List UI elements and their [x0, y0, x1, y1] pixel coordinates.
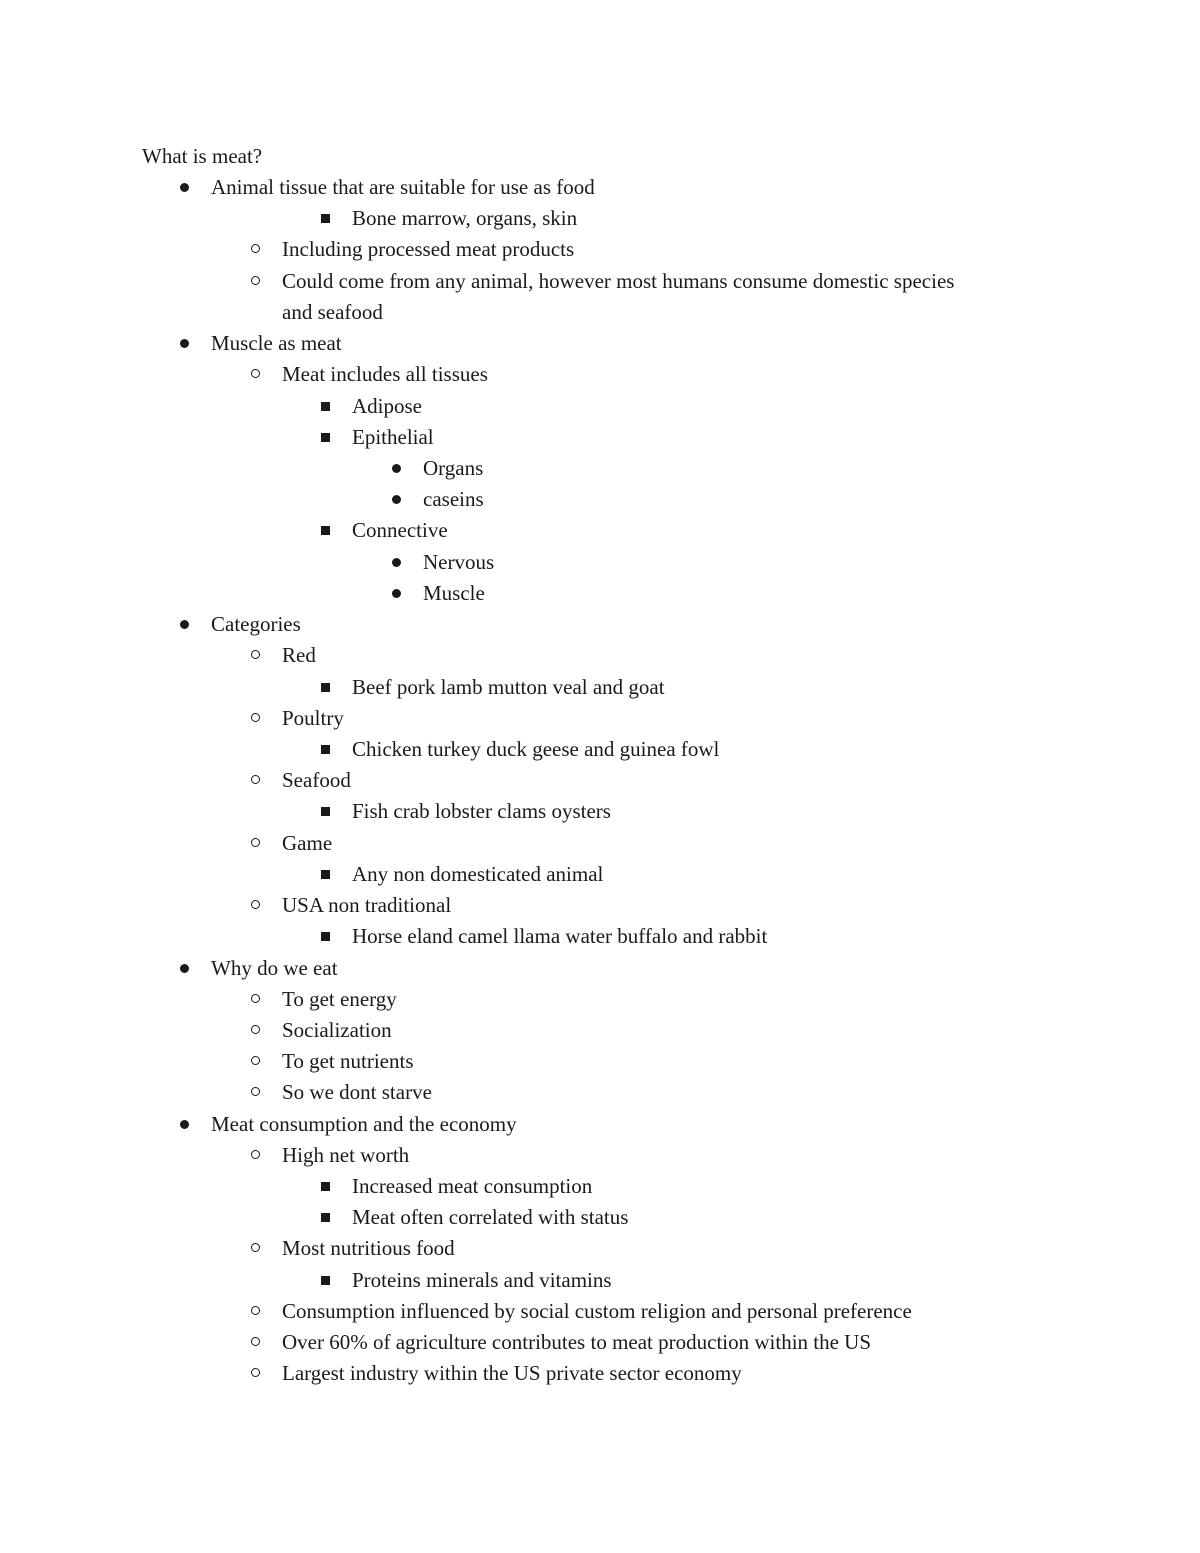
list-item-text: Consumption influenced by social custom religion and personal preference	[282, 1299, 912, 1323]
list-item-text: Increased meat consumption	[352, 1174, 593, 1198]
square-bullet-icon	[321, 745, 330, 754]
hollow-bullet-icon	[251, 1087, 260, 1096]
hollow-bullet-icon	[251, 1056, 260, 1065]
list-item-text: Chicken turkey duck geese and guinea fowl	[352, 737, 720, 761]
list-item-text: Categories	[211, 612, 301, 636]
list-item-text: Epithelial	[352, 425, 434, 449]
list-item-text: Over 60% of agriculture contributes to meat production within the US	[282, 1330, 872, 1354]
list-item-text: Animal tissue that are suitable for use as food	[211, 175, 595, 199]
filled-bullet-icon	[180, 183, 189, 192]
hollow-bullet-icon	[251, 1368, 260, 1377]
filled-bullet-icon	[392, 495, 401, 504]
list-item-text: To get energy	[282, 987, 397, 1011]
filled-bullet-icon	[392, 464, 401, 473]
square-bullet-icon	[321, 807, 330, 816]
list-item-text: Nervous	[423, 550, 495, 574]
square-bullet-icon	[321, 433, 330, 442]
hollow-bullet-icon	[251, 650, 260, 659]
list-item-text: Including processed meat products	[282, 237, 575, 261]
list-item-text: Red	[282, 643, 316, 667]
list-item-text: Organs	[423, 456, 484, 480]
list-item-text: Fish crab lobster clams oysters	[352, 799, 611, 823]
list-item-text: USA non traditional	[282, 893, 452, 917]
list-item-text: Socialization	[282, 1018, 392, 1042]
filled-bullet-icon	[180, 964, 189, 973]
square-bullet-icon	[321, 683, 330, 692]
list-item-text: and seafood	[282, 300, 383, 324]
list-item-text: Muscle as meat	[211, 331, 342, 355]
square-bullet-icon	[321, 1182, 330, 1191]
filled-bullet-icon	[180, 1120, 189, 1129]
list-item-text: Meat consumption and the economy	[211, 1112, 517, 1136]
list-item-text: High net worth	[282, 1143, 410, 1167]
list-item-text: Horse eland camel llama water buffalo and rabbit	[352, 924, 768, 948]
hollow-bullet-icon	[251, 900, 260, 909]
list-item-text: To get nutrients	[282, 1049, 414, 1073]
hollow-bullet-icon	[251, 369, 260, 378]
hollow-bullet-icon	[251, 994, 260, 1003]
list-item-text: Could come from any animal, however most humans consume domestic species	[282, 269, 955, 293]
square-bullet-icon	[321, 1276, 330, 1285]
list-item-text: Largest industry within the US private sector economy	[282, 1361, 742, 1385]
list-item-text: Muscle	[423, 581, 485, 605]
list-item-text: Poultry	[282, 706, 344, 730]
list-item-text: Connective	[352, 518, 448, 542]
list-item-text: Adipose	[352, 394, 422, 418]
document-title: What is meat?	[142, 144, 263, 168]
square-bullet-icon	[321, 402, 330, 411]
hollow-bullet-icon	[251, 775, 260, 784]
hollow-bullet-icon	[251, 276, 260, 285]
list-item-text: Beef pork lamb mutton veal and goat	[352, 675, 665, 699]
hollow-bullet-icon	[251, 1306, 260, 1315]
list-item-text: Most nutritious food	[282, 1236, 455, 1260]
square-bullet-icon	[321, 1213, 330, 1222]
list-item-text: Any non domesticated animal	[352, 862, 604, 886]
square-bullet-icon	[321, 932, 330, 941]
filled-bullet-icon	[392, 558, 401, 567]
hollow-bullet-icon	[251, 1243, 260, 1252]
list-item-text: caseins	[423, 487, 484, 511]
hollow-bullet-icon	[251, 1025, 260, 1034]
filled-bullet-icon	[180, 339, 189, 348]
square-bullet-icon	[321, 214, 330, 223]
hollow-bullet-icon	[251, 713, 260, 722]
square-bullet-icon	[321, 870, 330, 879]
hollow-bullet-icon	[251, 1150, 260, 1159]
filled-bullet-icon	[180, 620, 189, 629]
list-item-text: Why do we eat	[211, 956, 338, 980]
square-bullet-icon	[321, 526, 330, 535]
list-item-text: Bone marrow, organs, skin	[352, 206, 578, 230]
list-item-text: Seafood	[282, 768, 351, 792]
filled-bullet-icon	[392, 589, 401, 598]
hollow-bullet-icon	[251, 244, 260, 253]
hollow-bullet-icon	[251, 1337, 260, 1346]
list-item-text: Game	[282, 831, 333, 855]
list-item-text: Proteins minerals and vitamins	[352, 1268, 612, 1292]
list-item-text: Meat often correlated with status	[352, 1205, 629, 1229]
hollow-bullet-icon	[251, 838, 260, 847]
list-item-text: So we dont starve	[282, 1080, 432, 1104]
list-item-text: Meat includes all tissues	[282, 362, 488, 386]
